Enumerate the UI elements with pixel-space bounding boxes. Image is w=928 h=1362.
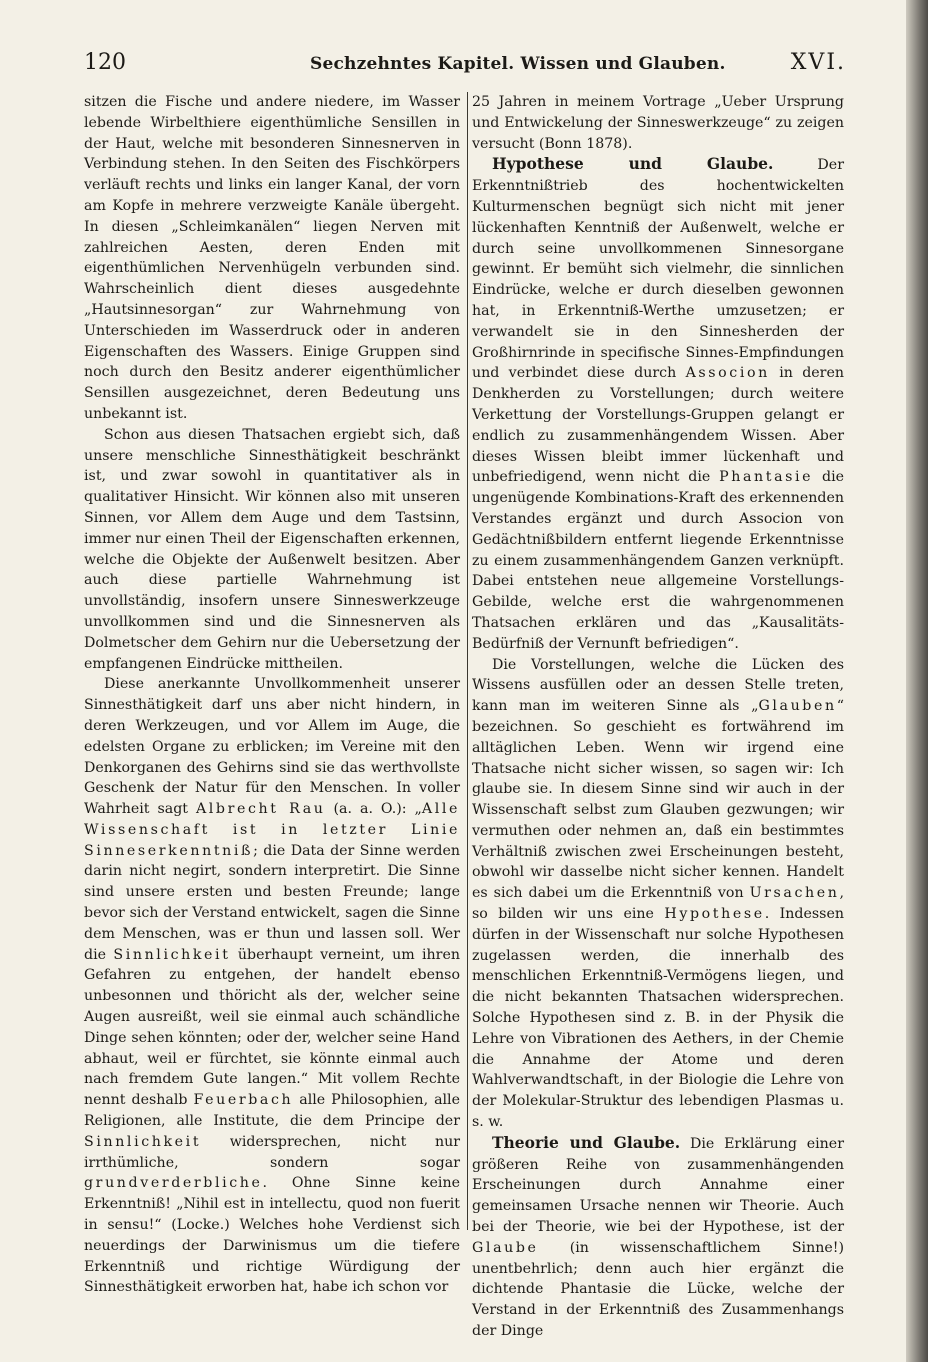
text-run: , so bilden wir uns eine — [472, 885, 844, 923]
left-column — [84, 92, 460, 1298]
text-run: in deren Denkherden zu Vorstellungen; durch weitere Verkettung der Vorstellungs-Gruppen gelangt er endlich zu zusammenhängendem Wissen. Aber dieses Wissen bleibt immer lückenhaft und unbefriedigend, wenn nicht die — [472, 365, 844, 486]
emphasis: Phantasie — [719, 469, 814, 486]
text-run: überhaupt verneint, um ihren Gefahren zu entgehen, der handelt ebenso unbesonnen und thöricht als der, welcher seine Augen ausreißt, weil sie einmal auch schändliche Dinge sehen könnten; oder der, welcher seine Hand abhaut, weil er fürchtet, sie könnte einmal auch nach fremdem Gute langen.“ Mit vollem Rechte nennt deshalb — [84, 946, 460, 1109]
emphasis: Sinnlichkeit — [84, 1133, 202, 1150]
text-run: “ bezeichnen. So geschieht es fortwährend im alltäglichen Leben. Wenn wir irgend eine Thatsache nicht sicher wissen, so sagen wir: Ich glaube sie. In diesem Sinne sind wir auch in der Wissenschaft selbst zum Glauben gezwungen; wir vermuthen oder nehmen an, daß ein bestimmtes Verhältniß zwischen zwei Erscheinungen besteht, obwohl wir dasselbe nicht sicher kennen. Handelt es sich dabei um die Erkenntniß von — [472, 698, 844, 902]
right-paragraph-3 — [472, 655, 844, 1133]
right-paragraph-1: 25 Jahren in meinem Vortrage „Ueber Ursprung und Entwickelung der Sinneswerkzeuge“ zu zeigen versucht (Bonn 1878). — [472, 94, 844, 152]
emphasis: Ursachen — [749, 885, 840, 902]
book-gutter-edge — [906, 0, 928, 1362]
page-number: 120 — [84, 50, 126, 75]
text-run: . Indessen dürfen in der Wissenschaft nur solche Hypothesen zugelassen werden, die innerhalb des menschlichen Erkenntniß-Vermögens liegen, und die nicht bekannten Thatsachen widersprechen. Solche Hypothesen sind z. B. in der Physik die Lehre von Vibrationen des Aethers, in der Chemie die Annahme der Atome und deren Wahlverwandtschaft, in der Biologie die Lehre von der Molekular-Struktur des lebendigen Plasmas u. s. w. — [472, 906, 844, 1131]
chapter-numeral: XVI. — [790, 50, 846, 75]
text-run: Die Vorstellungen, welche die Lücken des Wissens ausfüllen oder an dessen Stelle treten, kann man im weiteren Sinne als „ — [472, 656, 844, 715]
page-header — [84, 50, 846, 84]
text-run: die ungenügende Kombinations-Kraft des erkennenden Verstandes ergänzt und durch Associon von Gedächtnißbildern entfernt liegende Erkenntnisse zu einem zusammenhängendem Ganzen verknüpft. Dabei entstehen neue allgemeine Vorstellungs-Gebilde, welche erst die wahrgenommenen Thatsachen erklären und das „Kausalitäts-Bedürfniß der Vernunft befriedigen“. — [472, 469, 845, 652]
running-title: Sechzehntes Kapitel. Wissen und Glauben. — [310, 54, 726, 74]
author-name: Albrecht Rau — [195, 801, 326, 818]
left-paragraph-1: sitzen die Fische und andere niedere, im Wasser lebende Wirbelthiere eigenthümliche Sensillen in der Haut, welche mit besonderen Sinnesnerven in Verbindung stehen. In den Seiten des Fischkörpers verläuft rechts und links ein langer Kanal, der vorn am Kopfe in mehrere verzweigte Kanäle übergeht. In diesen „Schleimkanälen“ liegen Nerven mit zahlreichen Aesten, deren Enden mit eigenthümlichen Nervenhügeln verbunden sind. Wahrscheinlich dient dieses ausgedehnte „Hautsinnesorgan“ zur Wahrnehmung von Unterschieden im Wasserdruck oder in anderen Eigenschaften des Wassers. Einige Gruppen sind noch durch den Besitz anderer eigenthümlicher Sensillen ausgezeichnet, deren Bedeutung uns unbekannt ist. — [84, 94, 460, 422]
left-paragraph-2: Schon aus diesen Thatsachen ergiebt sich, daß unsere menschliche Sinnesthätigkeit beschränkt ist, und zwar sowohl in quantitativer als in qualitativer Hinsicht. Wir können also mit unseren Sinnen, vor Allem dem Auge und dem Tastsinn, immer nur einen Theil der Eigenschaften erkennen, welche die Objekte der Außenwelt besitzen. Aber auch diese partielle Wahrnehmung ist unvollständig, insofern unsere Sinneswerkzeuge unvollkommen sind und die Sinnesnerven als Dolmetscher dem Gehirn nur die Uebersetzung der empfangenen Eindrücke mittheilen. — [84, 426, 460, 672]
text-run: Der Erkenntnißtrieb des hochentwickelten Kulturmenschen begnügt sich nicht mit jener lückenhaften Kenntniß der Außenwelt, welche er durch seine unvollkommenen Sinnesorgane gewinnt. Er bemüht sich vielmehr, die sinnlichen Eindrücke, welche er durch dieselben gewonnen hat, in Erkenntniß-Werthe umzusetzen; er verwandelt sie in den Sinnesherden der Großhirnrinde in specifische Sinnes-Empfindungen und verbindet diese durch — [472, 157, 844, 382]
right-paragraph-2 — [472, 154, 844, 654]
right-column — [472, 92, 844, 1342]
author-name: Feuerbach — [193, 1092, 294, 1109]
emphasis: Hypothese — [664, 906, 765, 923]
text-run: . Ohne Sinne keine Erkenntniß! „Nihil est in intellectu, quod non fuerit in sensu!“ (Locke.) Welches hohe Verdienst sich neuerdings der Darwinismus um die tiefere Erkenntniß und richtige Würdigung der Sinnesthätigkeit erworben hat, habe ich schon vor — [84, 1175, 460, 1296]
quotation-emphasis: Alle Wissenschaft ist in letzter Linie Sinneserkenntniß — [84, 801, 460, 859]
emphasis: Sinnlichkeit — [113, 946, 231, 963]
emphasis: Glaube — [472, 1239, 539, 1256]
emphasis: grundverderbliche — [84, 1175, 263, 1192]
text-run: alle Philosophien, alle Religionen, alle Institute, die dem Principe der — [84, 1092, 460, 1130]
emphasis: Associon — [685, 365, 770, 382]
text-run: widersprechen, nicht nur irrthümliche, sondern sogar — [84, 1133, 460, 1171]
text-run: ; die Data der Sinne werden darin nicht negirt, sondern interpretirt. Die Sinne sind unsere ersten und besten Freunde; lange bevor sich der Verstand entwickelt, sagen die Sinne dem Menschen, was er thun und lassen soll. Wer die — [84, 842, 460, 963]
left-paragraph-3 — [84, 674, 460, 1298]
text-run: (a. a. O.): „ — [325, 801, 422, 818]
text-run: (in wissenschaftlichem Sinne!) unentbehrlich; denn auch hier ergänzt die dichtende Phantasie die Lücke, welche der Verstand in der Erkenntniß des Zusammenhangs der Dinge — [472, 1239, 844, 1340]
section-heading-theorie: Theorie und Glaube. — [492, 1132, 681, 1152]
section-heading-hypothese: Hypothese und Glaube. — [492, 154, 774, 174]
text-run: Die Erklärung einer größeren Reihe von zusammenhängenden Erscheinungen durch Annahme einer gemeinsamen Ursache nennen wir Theorie. Auch bei der Theorie, wie bei der Hypothese, ist der — [472, 1135, 844, 1236]
right-paragraph-4 — [472, 1133, 844, 1342]
text-run: Diese anerkannte Unvollkommenheit unserer Sinnesthätigkeit darf uns aber nicht hindern, in deren Werkzeugen, und vor Allem im Auge, die edelsten Organe zu erblicken; im Vereine mit den Denkorganen des Gehirns sind sie das werthvollste Geschenk der Natur für den Menschen. In voller Wahrheit sagt — [84, 676, 460, 818]
column-divider — [467, 92, 468, 1230]
emphasis: Glauben — [758, 698, 837, 715]
